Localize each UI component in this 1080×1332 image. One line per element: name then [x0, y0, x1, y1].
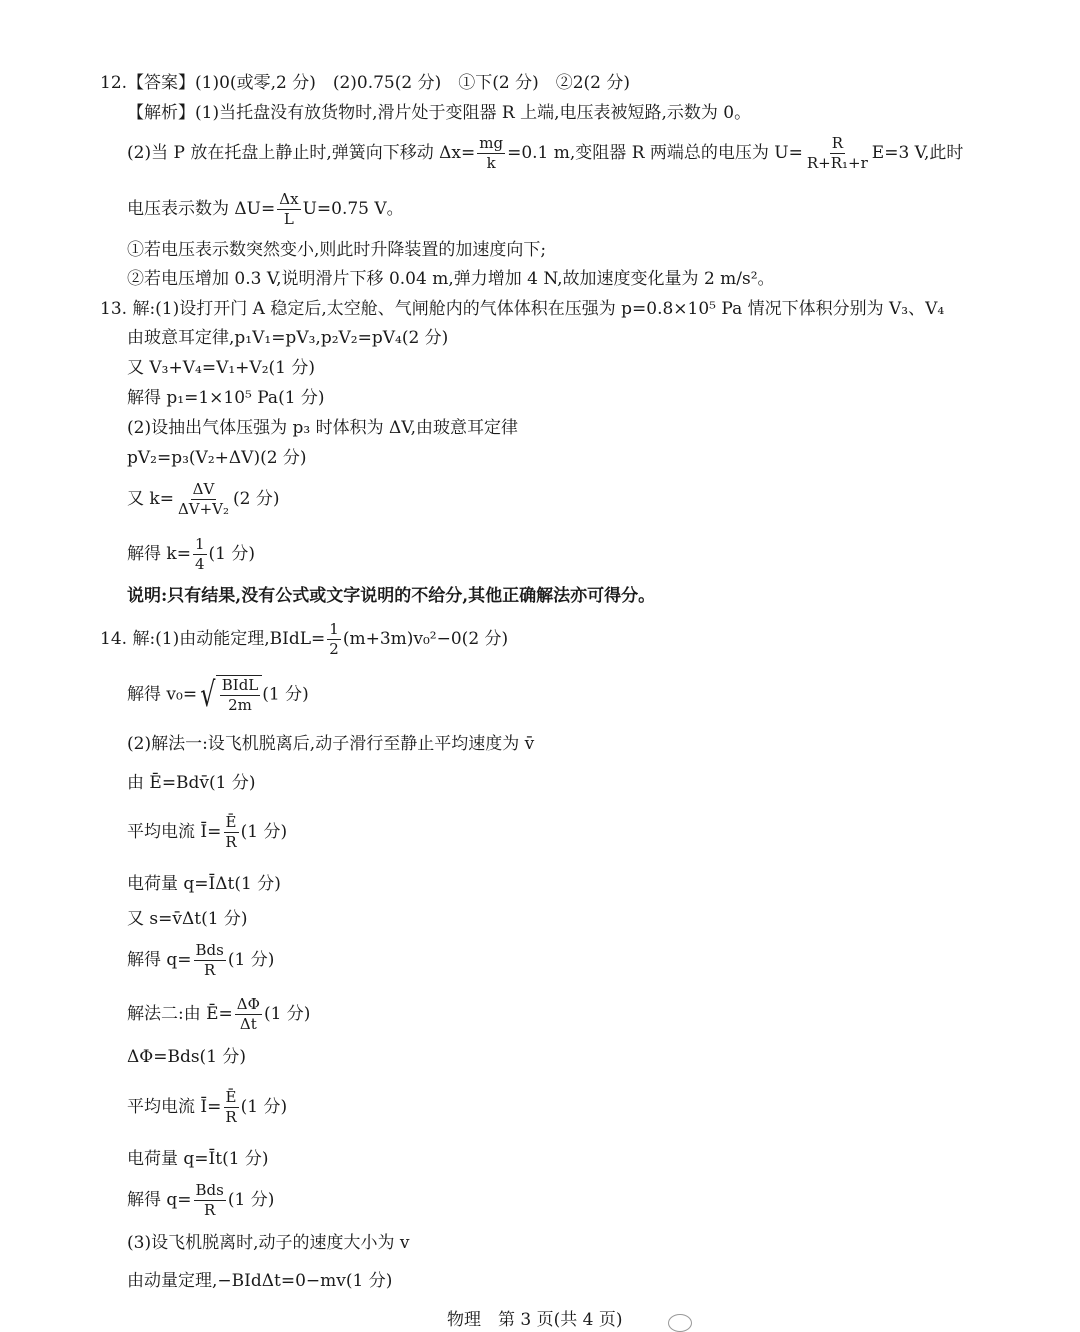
q14-line9	[127, 995, 310, 1034]
text: E=3 V,此时	[871, 143, 964, 163]
q14-line1	[100, 620, 508, 659]
q13-line8	[127, 535, 255, 574]
numerator: R	[831, 134, 843, 152]
q13-line1: 13. 解:(1)设打开门 A 稳定后,太空舱、气闸舱内的气体体积在压强为 p=0.8×10⁵ Pa 情况下体积分别为 V₃、V₄	[100, 299, 945, 319]
denominator: Δt	[239, 1015, 257, 1033]
fraction	[223, 813, 238, 852]
fraction	[194, 941, 226, 980]
text: 平均电流 Ī=	[127, 1097, 222, 1117]
radical-sign: √	[200, 675, 216, 715]
fraction	[193, 535, 207, 574]
square-root	[197, 675, 262, 715]
q12-answer: 12.【答案】(1)0(或零,2 分) (2)0.75(2 分) ①下(2 分) ②2(2 分)	[100, 73, 631, 93]
q12-part2-line	[127, 134, 963, 173]
denominator: R	[225, 833, 237, 851]
text: (2)当 P 放在托盘上静止时,弹簧向下移动 Δx=	[127, 143, 476, 163]
text: (1 分)	[227, 950, 275, 970]
denominator: k	[486, 154, 496, 172]
fraction	[220, 676, 261, 715]
q14-line8	[127, 941, 274, 980]
text: 解得 q=	[127, 1190, 192, 1210]
page-footer: 物理 第 3 页(共 4 页)	[447, 1310, 623, 1330]
fraction	[327, 620, 341, 659]
numerator: ΔΦ	[236, 995, 260, 1013]
text: (2 分)	[233, 489, 280, 509]
text: 电压表示数为 ΔU=	[127, 199, 276, 219]
denominator: R	[225, 1108, 237, 1126]
page-corner-mark	[668, 1314, 692, 1332]
numerator: Ē	[225, 813, 237, 831]
q13-line3: 又 V₃+V₄=V₁+V₂(1 分)	[127, 358, 315, 378]
q14-line4: 由 Ē=Bdv̄(1 分)	[127, 773, 256, 793]
fraction	[176, 480, 231, 519]
q14-line12: 电荷量 q=Īt(1 分)	[127, 1149, 269, 1169]
text: (m+3m)v₀²−0(2 分)	[342, 629, 509, 649]
q13-line5: (2)设抽出气体压强为 p₃ 时体积为 ΔV,由玻意耳定律	[127, 418, 518, 438]
q14-line15: 由动量定理,−BIdΔt=0−mv(1 分)	[127, 1271, 393, 1291]
q13-line4: 解得 p₁=1×10⁵ Pa(1 分)	[127, 388, 325, 408]
q13-line2: 由玻意耳定律,p₁V₁=pV₃,p₂V₂=pV₄(2 分)	[127, 328, 449, 348]
numerator: Bds	[195, 1181, 224, 1199]
text: 解得 k=	[127, 544, 191, 564]
numerator: Ē	[225, 1088, 237, 1106]
q13-note: 说明:只有结果,没有公式或文字说明的不给分,其他正确解法亦可得分。	[127, 586, 656, 606]
fraction	[235, 995, 262, 1034]
text: U=0.75 V。	[302, 199, 404, 219]
q12-point1: ①若电压表示数突然变小,则此时升降装置的加速度向下;	[127, 240, 547, 260]
fraction	[223, 1088, 238, 1127]
numerator: 1	[194, 535, 205, 553]
text: (1 分)	[263, 1004, 311, 1024]
denominator: R	[204, 961, 216, 979]
q14-line2	[127, 675, 309, 715]
q12-point2: ②若电压增加 0.3 V,说明滑片下移 0.04 m,弹力增加 4 N,故加速度变化量为 2 m/s²。	[127, 269, 775, 289]
denominator: R+R₁+r	[806, 154, 868, 172]
fraction	[277, 190, 300, 229]
text: (1 分)	[208, 544, 255, 564]
denominator: 4	[194, 555, 205, 573]
numerator: BIdL	[221, 676, 259, 694]
q13-line7	[127, 480, 280, 519]
denominator: 2	[329, 640, 339, 658]
text: 14. 解:(1)由动能定理,BIdL=	[100, 629, 326, 649]
q14-line10: ΔΦ=Bds(1 分)	[127, 1047, 247, 1067]
fraction	[194, 1181, 226, 1220]
text: 解得 q=	[127, 950, 192, 970]
fraction	[477, 134, 505, 173]
numerator: Δx	[279, 190, 299, 208]
text: 解得 v₀=	[127, 684, 198, 705]
numerator: 1	[329, 620, 339, 638]
text: 又 k=	[127, 489, 174, 509]
numerator: Bds	[195, 941, 224, 959]
q14-line14: (3)设飞机脱离时,动子的速度大小为 v	[127, 1233, 410, 1253]
denominator: L	[283, 210, 294, 228]
text: (1 分)	[227, 1190, 275, 1210]
text: (1 分)	[240, 822, 288, 842]
fraction	[805, 134, 870, 173]
radicand	[216, 675, 263, 715]
numerator: mg	[479, 134, 504, 152]
text: =0.1 m,变阻器 R 两端总的电压为 U=	[507, 143, 803, 163]
q14-line5	[127, 813, 287, 852]
q14-line6: 电荷量 q=ĪΔt(1 分)	[127, 874, 281, 894]
text: (1 分)	[240, 1097, 288, 1117]
q12-analysis: 【解析】(1)当托盘没有放货物时,滑片处于变阻器 R 上端,电压表被短路,示数为 0。	[127, 103, 752, 123]
text: (1 分)	[262, 684, 309, 705]
text: 解法二:由 Ē=	[127, 1004, 233, 1024]
denominator: ΔV+V₂	[177, 500, 230, 518]
q12-voltage-line	[127, 190, 404, 229]
text: 平均电流 Ī=	[127, 822, 222, 842]
denominator: 2m	[228, 696, 252, 714]
q13-line6: pV₂=p₃(V₂+ΔV)(2 分)	[127, 448, 307, 468]
numerator: ΔV	[192, 480, 215, 498]
denominator: R	[204, 1201, 216, 1219]
q14-line7: 又 s=v̄Δt(1 分)	[127, 909, 248, 929]
q14-line13	[127, 1181, 274, 1220]
q14-line11	[127, 1088, 287, 1127]
q14-line3: (2)解法一:设飞机脱离后,动子滑行至静止平均速度为 v̄	[127, 734, 535, 754]
